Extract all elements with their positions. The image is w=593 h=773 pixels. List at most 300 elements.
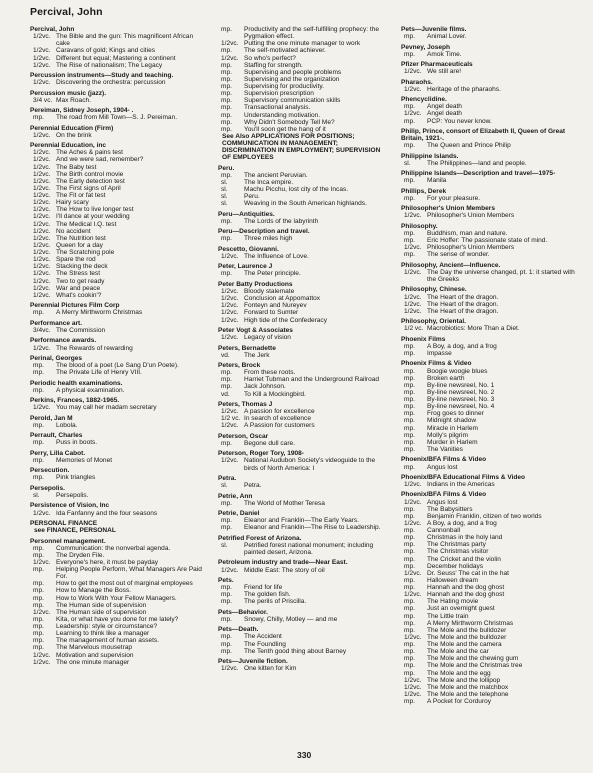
title-text: Snowy, Chilly, Motley — and me bbox=[244, 615, 338, 623]
title-row bbox=[401, 464, 579, 471]
format-code: mp. bbox=[404, 194, 415, 202]
title-text: So who's perfect? bbox=[244, 54, 296, 62]
format-code: mp. bbox=[404, 367, 415, 375]
index-entry bbox=[30, 337, 202, 351]
format-code: mp. bbox=[33, 580, 44, 588]
format-code: mp. bbox=[221, 633, 232, 641]
format-code: mp. bbox=[404, 33, 415, 41]
title-row bbox=[401, 160, 579, 167]
index-entry bbox=[218, 327, 390, 341]
title-row bbox=[218, 352, 390, 359]
format-code: 1/2vc. bbox=[404, 591, 422, 599]
title-text: Murder in Harlem bbox=[427, 438, 478, 446]
format-code: 1/2vc. bbox=[33, 234, 51, 242]
title-text: Jack Johnson. bbox=[244, 383, 286, 391]
title-row bbox=[401, 325, 579, 332]
format-code: 1/2vc. bbox=[404, 300, 422, 308]
index-entry bbox=[218, 609, 390, 623]
index-entry bbox=[401, 318, 579, 332]
title-row bbox=[30, 171, 202, 178]
format-code: 1/2vc. bbox=[33, 284, 51, 292]
title-row bbox=[218, 641, 390, 648]
title-text: The Nutrition test bbox=[56, 234, 106, 242]
format-code: mp. bbox=[404, 229, 415, 237]
title-row bbox=[218, 83, 390, 90]
format-code: 1/2vc. bbox=[221, 665, 239, 673]
title-row bbox=[218, 302, 390, 309]
format-code: mp. bbox=[404, 142, 415, 150]
title-row bbox=[401, 439, 579, 446]
format-code: mp. bbox=[221, 376, 232, 384]
index-entry bbox=[30, 72, 202, 86]
title-text: Why Didn't Somebody Tell Me? bbox=[244, 118, 335, 126]
title-row bbox=[30, 492, 202, 499]
title-row bbox=[401, 481, 579, 488]
format-code: mp. bbox=[404, 655, 415, 663]
title-text: Halloween dream bbox=[427, 576, 478, 584]
format-code: 1/2vc. bbox=[404, 307, 422, 315]
format-code: 1/2vc. bbox=[33, 213, 51, 221]
format-code: 1/2vc. bbox=[33, 170, 51, 178]
title-text: Eleanor and Franklin—The Early Years. bbox=[244, 517, 359, 525]
title-row bbox=[401, 598, 579, 605]
format-code: mp. bbox=[33, 630, 44, 638]
format-code: mp. bbox=[404, 641, 415, 649]
title-text: Leadership: style or circumstance? bbox=[56, 623, 158, 631]
title-row bbox=[401, 110, 579, 117]
entry-heading: Pets. bbox=[218, 576, 234, 584]
index-entry bbox=[30, 90, 202, 104]
title-row bbox=[401, 499, 579, 506]
title-row bbox=[401, 534, 579, 541]
title-text: Petra. bbox=[244, 482, 262, 490]
title-row bbox=[401, 506, 579, 513]
format-code: mp. bbox=[221, 125, 232, 133]
title-text: Understanding motivation. bbox=[244, 111, 321, 119]
index-entry bbox=[30, 107, 202, 121]
entry-heading: Percival, John bbox=[30, 26, 75, 33]
index-entry bbox=[218, 26, 390, 161]
title-row bbox=[218, 567, 390, 574]
format-code: 1/2vc. bbox=[33, 54, 51, 62]
entry-heading: Peterson, Oscar bbox=[218, 432, 269, 440]
title-row bbox=[30, 309, 202, 316]
format-code: mp. bbox=[404, 381, 415, 389]
title-text: The Bible and the gun: This magnificent African cake bbox=[56, 33, 194, 48]
title-text: Pink triangles bbox=[56, 474, 96, 482]
title-row bbox=[30, 422, 202, 429]
index-entry bbox=[30, 26, 202, 69]
entry-heading: Phoenix/BFA Films & Video bbox=[401, 456, 487, 464]
title-text: Dr. Seuss' The cat in the hat bbox=[427, 569, 509, 577]
title-row bbox=[218, 598, 390, 605]
format-code: mp. bbox=[33, 369, 44, 377]
title-text: Spare the rod bbox=[56, 256, 96, 264]
format-code: 1/2vc. bbox=[33, 344, 51, 352]
title-row bbox=[401, 446, 579, 453]
title-text: The Medical I.Q. test bbox=[56, 220, 117, 228]
entry-heading: Petrie, Daniel bbox=[218, 510, 260, 518]
format-code: mp. bbox=[221, 75, 232, 83]
title-text: Ida Fanfanny and the four seasons bbox=[56, 509, 158, 517]
format-code: 1/2vc. bbox=[33, 79, 51, 87]
title-row bbox=[30, 566, 202, 580]
entry-heading: Periodic health examinations. bbox=[30, 379, 123, 387]
title-text: By-line newsreel, No. 1 bbox=[427, 381, 495, 389]
title-text: The one minute manager bbox=[56, 658, 130, 666]
format-code: 1/2vc. bbox=[33, 163, 51, 171]
title-text: How to Work With Your Fellow Managers. bbox=[56, 594, 177, 602]
format-code: mp. bbox=[33, 623, 44, 631]
format-code: 1/2vc. bbox=[221, 288, 239, 296]
format-code: mp. bbox=[33, 566, 44, 574]
title-text: The Fit or fat test bbox=[56, 192, 106, 200]
title-text: Impasse bbox=[427, 350, 452, 358]
index-entry bbox=[218, 493, 390, 507]
format-code: mp. bbox=[33, 386, 44, 394]
title-text: The Heart of the dragon. bbox=[427, 307, 499, 315]
title-text: From these roots. bbox=[244, 369, 296, 377]
title-text: The Hating movie bbox=[427, 598, 479, 606]
entry-heading: Personnel management. bbox=[30, 537, 106, 545]
title-row bbox=[30, 278, 202, 285]
title-row bbox=[218, 422, 390, 429]
title-row bbox=[30, 235, 202, 242]
title-row bbox=[30, 439, 202, 446]
title-row bbox=[218, 457, 390, 471]
title-row bbox=[30, 630, 202, 637]
format-code: mp. bbox=[404, 662, 415, 670]
see-also-note: See Also APPLICATIONS FOR POSITIONS; COMMUNICATION IN MANAGEMENT; DISCRIMINATION IN EMPLOYMENT; SUPERVISION OF EMPLOYEES bbox=[222, 132, 381, 162]
title-text: Puss in boots. bbox=[56, 439, 98, 447]
format-code: 1/2vc. bbox=[33, 177, 51, 185]
entry-heading: Phillips, Derek bbox=[401, 187, 447, 195]
title-row bbox=[30, 369, 202, 376]
title-text: Macrobiotics: More Than a Diet. bbox=[427, 325, 520, 333]
index-entry bbox=[401, 474, 579, 488]
format-code: 1/2vc. bbox=[33, 61, 51, 69]
entry-heading: Peter, Laurence J bbox=[218, 263, 273, 271]
title-text: The Birth control movie bbox=[56, 170, 124, 178]
format-code: mp. bbox=[404, 342, 415, 350]
format-code: 1/2vc. bbox=[33, 149, 51, 157]
format-code: 1/2vc. bbox=[404, 293, 422, 301]
title-text: Lobola. bbox=[56, 421, 78, 429]
format-code: 1/2vc. bbox=[404, 690, 422, 698]
entry-heading: PERSONAL FINANCE bbox=[30, 519, 98, 527]
title-text: You may call her madam secretary bbox=[56, 404, 157, 412]
title-row bbox=[30, 97, 202, 104]
title-row bbox=[30, 616, 202, 623]
entry-heading: Pescetto, Giovanni. bbox=[218, 245, 279, 253]
title-row bbox=[401, 698, 579, 705]
title-text: The Peter principle. bbox=[244, 270, 301, 278]
title-row bbox=[218, 317, 390, 324]
entry-heading: Petrie, Ann bbox=[218, 492, 253, 500]
title-text: In search of excellence bbox=[244, 415, 311, 423]
format-code: mp. bbox=[404, 117, 415, 125]
format-code: 1/2vc. bbox=[404, 268, 422, 276]
index-entry bbox=[401, 26, 579, 40]
title-text: The self-motivated achiever. bbox=[244, 47, 326, 55]
title-text: The Heart of the dragon. bbox=[427, 293, 499, 301]
title-row bbox=[218, 288, 390, 295]
entry-heading: Perrault, Charles bbox=[30, 432, 83, 440]
entry-heading: Philosophy, Chinese. bbox=[401, 286, 467, 294]
format-code: mp. bbox=[221, 584, 232, 592]
entry-heading: Peter Vogt & Associates bbox=[218, 326, 293, 334]
title-row bbox=[30, 637, 202, 644]
title-text: A Pocket for Corduroy bbox=[427, 698, 492, 706]
title-text: War and peace bbox=[56, 284, 101, 292]
title-text: Supervising and people problems bbox=[244, 68, 342, 76]
title-row bbox=[30, 552, 202, 559]
title-text: A passion for excellence bbox=[244, 408, 315, 416]
index-entry bbox=[218, 228, 390, 242]
entry-heading: Perennial Pictures Film Corp bbox=[30, 302, 120, 310]
title-row bbox=[30, 33, 202, 47]
title-text: To Kill a Mockingbird. bbox=[244, 390, 306, 398]
title-row bbox=[218, 633, 390, 640]
title-text: The Vanities bbox=[427, 445, 463, 453]
title-text: High tide of the Confederacy bbox=[244, 316, 327, 324]
index-entry bbox=[218, 433, 390, 447]
entry-heading: Peru—Antiquities. bbox=[218, 210, 275, 218]
title-text: Supervisory communication skills bbox=[244, 97, 341, 105]
title-text: The Human side of supervision bbox=[56, 608, 147, 616]
format-code: 1/2vc. bbox=[221, 252, 239, 260]
title-row bbox=[30, 114, 202, 121]
title-row bbox=[401, 230, 579, 237]
format-code: mp. bbox=[404, 410, 415, 418]
title-text: The Rise of nationalism; The Legacy bbox=[56, 61, 163, 69]
page-header: Percival, John bbox=[30, 6, 103, 18]
title-text: The Human side of supervision bbox=[56, 601, 147, 609]
format-code: 1/2vc. bbox=[404, 633, 422, 641]
title-text: What's cookin'? bbox=[56, 291, 102, 299]
format-code: mp. bbox=[33, 637, 44, 645]
title-text: Harriet Tubman and the Underground Railroad bbox=[244, 376, 380, 384]
title-text: Max Roach. bbox=[56, 96, 91, 104]
title-row bbox=[401, 627, 579, 634]
title-text: Weaving in the South American highlands. bbox=[244, 200, 367, 208]
format-code: mp. bbox=[221, 26, 232, 33]
title-row bbox=[218, 69, 390, 76]
title-text: Christmas in the holy land bbox=[427, 534, 503, 542]
title-text: The Lords of the labyrinth bbox=[244, 217, 319, 225]
title-row bbox=[401, 68, 579, 75]
format-code: mp. bbox=[404, 612, 415, 620]
title-text: The Christmas visitor bbox=[427, 548, 489, 556]
title-row bbox=[401, 577, 579, 584]
entry-heading: Pereiman, Sidney Joseph, 1904- . bbox=[30, 107, 134, 115]
title-row bbox=[218, 62, 390, 69]
index-entry bbox=[30, 502, 202, 516]
format-code: mp. bbox=[221, 235, 232, 243]
title-text: The Little train bbox=[427, 612, 469, 620]
title-text: How to Manage the Boss. bbox=[56, 587, 131, 595]
title-text: The Marvelous mousetrap bbox=[56, 644, 133, 652]
title-text: Manila bbox=[427, 177, 447, 185]
entry-heading: Phoenix/BFA Educational Films & Video bbox=[401, 473, 526, 481]
format-code: 1/2vc. bbox=[221, 422, 239, 430]
title-row bbox=[401, 301, 579, 308]
title-row bbox=[218, 112, 390, 119]
format-code: mp. bbox=[404, 648, 415, 656]
entry-heading: Philip, Prince, consort of Elizabeth II, Queen of Great Britain, 1921-. bbox=[401, 127, 566, 143]
title-row bbox=[218, 415, 390, 422]
title-row bbox=[401, 634, 579, 641]
title-row bbox=[401, 648, 579, 655]
title-text: Stacking the deck bbox=[56, 263, 108, 271]
title-text: A Merry Mirthworm Christmas bbox=[427, 619, 514, 627]
format-code: 1/2vc. bbox=[221, 457, 239, 465]
entry-heading: Percussion music (jazz). bbox=[30, 89, 107, 97]
title-row bbox=[30, 327, 202, 334]
title-row bbox=[401, 556, 579, 563]
title-row bbox=[218, 616, 390, 623]
title-row bbox=[30, 221, 202, 228]
title-row bbox=[401, 691, 579, 698]
index-column-3 bbox=[401, 26, 579, 709]
title-row bbox=[401, 368, 579, 375]
title-row bbox=[30, 345, 202, 352]
format-code: 1/2vc. bbox=[33, 263, 51, 271]
format-code: 1/2vc. bbox=[33, 404, 51, 412]
format-code: mp. bbox=[221, 369, 232, 377]
title-row bbox=[218, 270, 390, 277]
index-entry bbox=[218, 475, 390, 489]
entry-heading: Philosophy, Ancient—Influence. bbox=[401, 261, 501, 269]
title-text: A Passion for customers bbox=[244, 422, 315, 430]
entry-heading: Philosopher's Union Members bbox=[401, 205, 495, 213]
title-row bbox=[401, 662, 579, 669]
title-row bbox=[30, 609, 202, 616]
title-row bbox=[218, 391, 390, 398]
title-row bbox=[218, 524, 390, 531]
title-text: The Commission bbox=[56, 326, 106, 334]
format-code: sl. bbox=[221, 541, 228, 549]
format-code: 1/2vc. bbox=[404, 244, 422, 252]
format-code: sl. bbox=[221, 193, 228, 201]
format-code: 1/2vc. bbox=[404, 212, 422, 220]
title-text: The Mole and the camera bbox=[427, 641, 502, 649]
entry-heading: Peru—Description and travel. bbox=[218, 228, 310, 236]
format-code: 1/2 vc. bbox=[404, 325, 424, 333]
title-text: The Heart of the dragon. bbox=[427, 300, 499, 308]
title-text: Different but equal; Mastering a continent bbox=[56, 54, 176, 62]
title-text: For your pleasure. bbox=[427, 194, 481, 202]
entry-heading: Pets—Death. bbox=[218, 626, 259, 634]
title-text: Petrified forest national monument; including painted desert, Arizona. bbox=[244, 541, 374, 556]
index-entry bbox=[218, 626, 390, 655]
title-row bbox=[401, 591, 579, 598]
format-code: mp. bbox=[404, 177, 415, 185]
title-row bbox=[401, 51, 579, 58]
format-code: mp. bbox=[221, 90, 232, 98]
title-text: The Rewards of rewarding bbox=[56, 344, 133, 352]
title-text: The Christmas party bbox=[427, 541, 486, 549]
index-entry bbox=[401, 170, 579, 184]
title-text: Motivation and supervision bbox=[56, 651, 134, 659]
format-code: mp. bbox=[404, 424, 415, 432]
format-code: 1/2vc. bbox=[33, 131, 51, 139]
index-entry bbox=[218, 559, 390, 573]
format-code: 1/2vc. bbox=[404, 683, 422, 691]
index-entry bbox=[401, 205, 579, 219]
format-code: 1/2vc. bbox=[221, 316, 239, 324]
title-text: Animal Lover. bbox=[427, 33, 467, 41]
title-text: Benjamin Franklin, citizen of two worlds bbox=[427, 512, 542, 520]
format-code: mp. bbox=[404, 431, 415, 439]
format-code: mp. bbox=[33, 114, 44, 122]
format-code: vd. bbox=[221, 390, 230, 398]
index-entry bbox=[218, 211, 390, 225]
format-code: mp. bbox=[404, 626, 415, 634]
title-text: One kitten for Kim bbox=[244, 665, 297, 673]
index-entry bbox=[30, 302, 202, 316]
index-entry bbox=[401, 79, 579, 93]
format-code: 1/2vc. bbox=[33, 658, 51, 666]
title-row bbox=[401, 410, 579, 417]
title-row bbox=[218, 97, 390, 104]
format-code: mp. bbox=[404, 527, 415, 535]
title-text: The management of human assets. bbox=[56, 637, 159, 645]
format-code: mp. bbox=[404, 403, 415, 411]
title-text: Two to get ready bbox=[56, 277, 105, 285]
format-code: mp. bbox=[221, 591, 232, 599]
format-code: 1/2vc. bbox=[33, 291, 51, 299]
format-code: mp. bbox=[221, 598, 232, 606]
title-text: Heritage of the pharaohs. bbox=[427, 85, 501, 93]
format-code: mp. bbox=[33, 587, 44, 595]
title-row bbox=[30, 644, 202, 651]
title-row bbox=[218, 383, 390, 390]
format-code: mp. bbox=[404, 562, 415, 570]
title-text: Queen for a day bbox=[56, 241, 103, 249]
format-code: sl. bbox=[404, 159, 411, 167]
title-row bbox=[218, 193, 390, 200]
title-text: The Mole and the chewing gum bbox=[427, 655, 519, 663]
title-row bbox=[401, 563, 579, 570]
format-code: mp. bbox=[404, 438, 415, 446]
title-text: Hairy scary bbox=[56, 199, 89, 207]
format-code: mp. bbox=[33, 644, 44, 652]
title-text: Friend for life bbox=[244, 584, 283, 592]
title-row bbox=[30, 79, 202, 86]
format-code: mp. bbox=[404, 350, 415, 358]
title-text: Hannah and the dog ghost bbox=[427, 584, 505, 592]
title-text: National Audubon Society's videoguide to the birds of North America: I bbox=[244, 457, 376, 472]
index-entry bbox=[218, 401, 390, 430]
format-code: 1/2vc. bbox=[33, 651, 51, 659]
title-row bbox=[218, 542, 390, 556]
entry-heading: Peters, Thomas J bbox=[218, 400, 273, 408]
format-code: mp. bbox=[33, 421, 44, 429]
title-text: Supervising for productivity. bbox=[244, 83, 324, 90]
format-code: mp. bbox=[221, 640, 232, 648]
entry-heading: Phencyclidine. bbox=[401, 96, 447, 104]
title-text: You'll soon get the hang of it bbox=[244, 125, 326, 133]
title-row bbox=[218, 186, 390, 193]
format-code: vd. bbox=[221, 351, 230, 359]
format-code: mp. bbox=[221, 524, 232, 532]
title-row bbox=[401, 389, 579, 396]
format-code: mp. bbox=[404, 251, 415, 259]
title-row bbox=[218, 517, 390, 524]
entry-heading: Peter Batty Productions bbox=[218, 280, 293, 288]
title-row bbox=[218, 376, 390, 383]
